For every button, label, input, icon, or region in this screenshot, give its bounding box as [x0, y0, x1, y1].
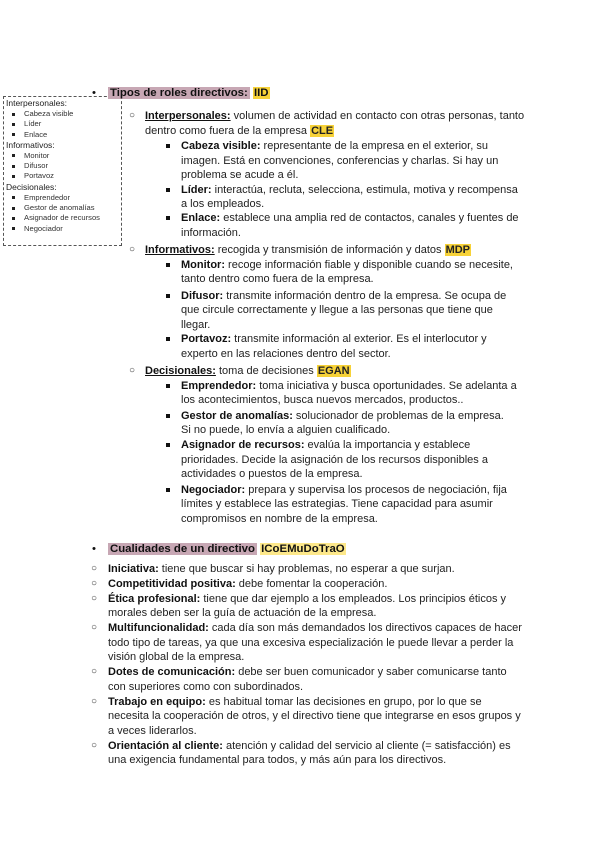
summary-group-title: Interpersonales: [6, 98, 67, 108]
item-line: tanto dentro como fuera de la empresa. [181, 273, 374, 285]
circle-bullet-icon: ○ [129, 244, 136, 255]
item-line [181, 332, 487, 346]
category-line [145, 124, 334, 138]
item-text: transmite información al exterior. Es el interlocutor y [231, 333, 487, 345]
item-term: Difusor: [181, 290, 224, 302]
item-line [181, 258, 513, 272]
bullet-icon: • [92, 87, 96, 99]
item-term: Asignador de recursos: [181, 439, 305, 451]
square-bullet-icon [166, 216, 170, 220]
bullet-icon: • [92, 543, 96, 555]
item-text: evalúa la importancia y establece [304, 439, 471, 451]
quality-term: Multifuncionalidad: [108, 622, 209, 634]
mnemonic-code: CLE [311, 125, 334, 137]
quality-term: Orientación al cliente: [108, 740, 223, 752]
square-bullet-icon [166, 384, 170, 388]
quality-line: visión global de la empresa. [108, 651, 245, 663]
quality-text: debe ser buen comunicador y saber comunicarse tanto [235, 666, 507, 678]
circle-bullet-icon: ○ [91, 696, 98, 707]
quality-line [108, 592, 506, 606]
item-line [181, 139, 488, 153]
circle-bullet-icon: ○ [91, 666, 98, 677]
category-text: volumen de actividad en contacto con otras personas, tanto [230, 110, 525, 122]
summary-item: Negociador [24, 224, 119, 234]
category-line [145, 243, 471, 257]
item-line: que circule correctamente y llegue a las personas que tiene que [181, 304, 493, 316]
quality-line: todo tipo de tareas, ya que una excesiva especialización le puede llevar a perder la [108, 637, 514, 649]
item-line: actividades o puestos de la empresa. [181, 468, 363, 480]
quality-line [108, 665, 507, 679]
quality-term: Competitividad positiva: [108, 578, 236, 590]
quality-line: a veces liderarlos. [108, 725, 197, 737]
quality-text: tiene que buscar si hay problemas, no esperar a que surjan. [158, 563, 455, 575]
section-title: Cualidades de un directivo [110, 543, 255, 555]
category-text: toma de decisiones [215, 365, 317, 377]
circle-bullet-icon: ○ [91, 593, 98, 604]
category-line [145, 364, 351, 378]
circle-bullet-icon: ○ [91, 563, 98, 574]
circle-bullet-icon: ○ [129, 110, 136, 121]
square-bullet-icon [166, 294, 170, 298]
item-text: interactúa, recluta, selecciona, estimula, motiva y recompensa [211, 184, 518, 196]
quality-line [108, 739, 511, 753]
quality-term: Dotes de comunicación: [108, 666, 236, 678]
quality-term: Trabajo en equipo: [108, 696, 206, 708]
item-line: llegar. [181, 319, 211, 331]
item-line [181, 438, 470, 452]
summary-item: Enlace [24, 130, 119, 140]
mnemonic-code: MDP [445, 244, 471, 256]
mnemonic-code: ICoEMuDoTraO [261, 543, 345, 555]
mnemonic-code: EGAN [317, 365, 350, 377]
summary-item: Líder [24, 119, 119, 129]
item-line: imagen. Está en convenciones, conferencias y charlas. Si hay un [181, 155, 499, 167]
quality-line [108, 577, 387, 591]
square-bullet-icon [166, 337, 170, 341]
item-term: Cabeza visible: [181, 140, 261, 152]
square-bullet-icon [166, 188, 170, 192]
quality-text: tiene que dar ejemplo a los empleados. Los principios éticos y [200, 593, 507, 605]
item-text: prepara y supervisa los procesos de negociación, fija [245, 484, 507, 496]
item-line: Si no puede, lo envía a alguien cualificado. [181, 424, 391, 436]
item-line: experto en las relaciones dentro del sector. [181, 348, 391, 360]
square-bullet-icon [166, 144, 170, 148]
quality-text: es habitual tomar las decisiones en grupo, por lo que se [205, 696, 482, 708]
square-bullet-icon [166, 488, 170, 492]
item-line [181, 183, 518, 197]
item-text: transmite información dentro de la empresa. Se ocupa de [223, 290, 507, 302]
item-line: compromisos en nombre de la empresa. [181, 513, 378, 525]
quality-line: necesita la cooperación de otros, y el directivo tiene que integrarse en esos grupos y [108, 710, 521, 722]
square-bullet-icon [166, 443, 170, 447]
summary-group-title: Decisionales: [6, 181, 57, 192]
section-heading [92, 86, 270, 100]
item-term: Emprendedor: [181, 380, 257, 392]
item-line [181, 483, 507, 497]
quality-text: cada día son más demandados los directivos capaces de hacer [208, 622, 522, 634]
item-term: Enlace: [181, 212, 221, 224]
square-bullet-icon [166, 414, 170, 418]
circle-bullet-icon: ○ [91, 578, 98, 589]
summary-list [6, 151, 119, 182]
item-line: información. [181, 227, 241, 239]
quality-line: una exigencia fundamental para todos, y más aún para los directivos. [108, 754, 447, 766]
item-text: representante de la empresa en el exterior, su [260, 140, 488, 152]
summary-list [6, 109, 119, 140]
item-line: problema se acude a él. [181, 169, 299, 181]
summary-item: Portavoz [24, 171, 119, 181]
quality-line: con superiores como con subordinados. [108, 681, 304, 693]
summary-group-title: Informativos: [6, 139, 55, 150]
quality-line [108, 562, 455, 576]
mnemonic-code: IID [253, 87, 269, 99]
section-heading [92, 542, 346, 556]
summary-item: Cabeza visible [24, 109, 119, 119]
summary-item: Monitor [24, 151, 119, 161]
item-line: límites y establece las estrategias. Tiene capacidad para asumir [181, 498, 493, 510]
quality-term: Iniciativa: [108, 563, 159, 575]
category-label: Decisionales: [145, 365, 216, 377]
circle-bullet-icon: ○ [91, 622, 98, 633]
quality-line: morales deben ser la guía de actuación de la empresa. [108, 607, 377, 619]
circle-bullet-icon: ○ [91, 740, 98, 751]
item-term: Líder: [181, 184, 212, 196]
item-text: establece una amplia red de contactos, canales y fuentes de [220, 212, 519, 224]
summary-item: Emprendedor [24, 193, 119, 203]
summary-list [6, 193, 119, 234]
item-line: a los empleados. [181, 198, 265, 210]
section-title: Tipos de roles directivos: [110, 87, 248, 99]
item-term: Monitor: [181, 259, 225, 271]
item-text: recoge información fiable y disponible cuando se necesite, [224, 259, 513, 271]
summary-box [3, 96, 122, 246]
item-line [181, 211, 519, 225]
quality-line [108, 695, 482, 709]
circle-bullet-icon: ○ [129, 365, 136, 376]
quality-line [108, 621, 522, 635]
category-text: dentro como fuera de la empresa [145, 125, 311, 137]
item-term: Negociador: [181, 484, 246, 496]
item-line [181, 409, 504, 423]
item-line [181, 379, 517, 393]
square-bullet-icon [166, 263, 170, 267]
category-line [145, 109, 524, 123]
item-line: los acontecimientos, busca nuevos mercados, productos.. [181, 394, 464, 406]
item-line: prioridades. Decide la asignación de los recursos disponibles a [181, 454, 488, 466]
category-label: Informativos: [145, 244, 215, 256]
summary-item: Gestor de anomalías [24, 203, 119, 213]
summary-item: Difusor [24, 161, 119, 171]
category-text: recogida y transmisión de información y datos [214, 244, 445, 256]
item-term: Portavoz: [181, 333, 232, 345]
quality-term: Ética profesional: [108, 593, 201, 605]
summary-item: Asignador de recursos [24, 213, 119, 223]
category-label: Interpersonales: [145, 110, 231, 122]
item-line [181, 289, 506, 303]
item-text: solucionador de problemas de la empresa. [292, 410, 504, 422]
quality-text: atención y calidad del servicio al cliente (= satisfacción) es [222, 740, 511, 752]
quality-text: debe fomentar la cooperación. [235, 578, 388, 590]
item-text: toma iniciativa y busca oportunidades. Se adelanta a [256, 380, 517, 392]
item-term: Gestor de anomalías: [181, 410, 293, 422]
